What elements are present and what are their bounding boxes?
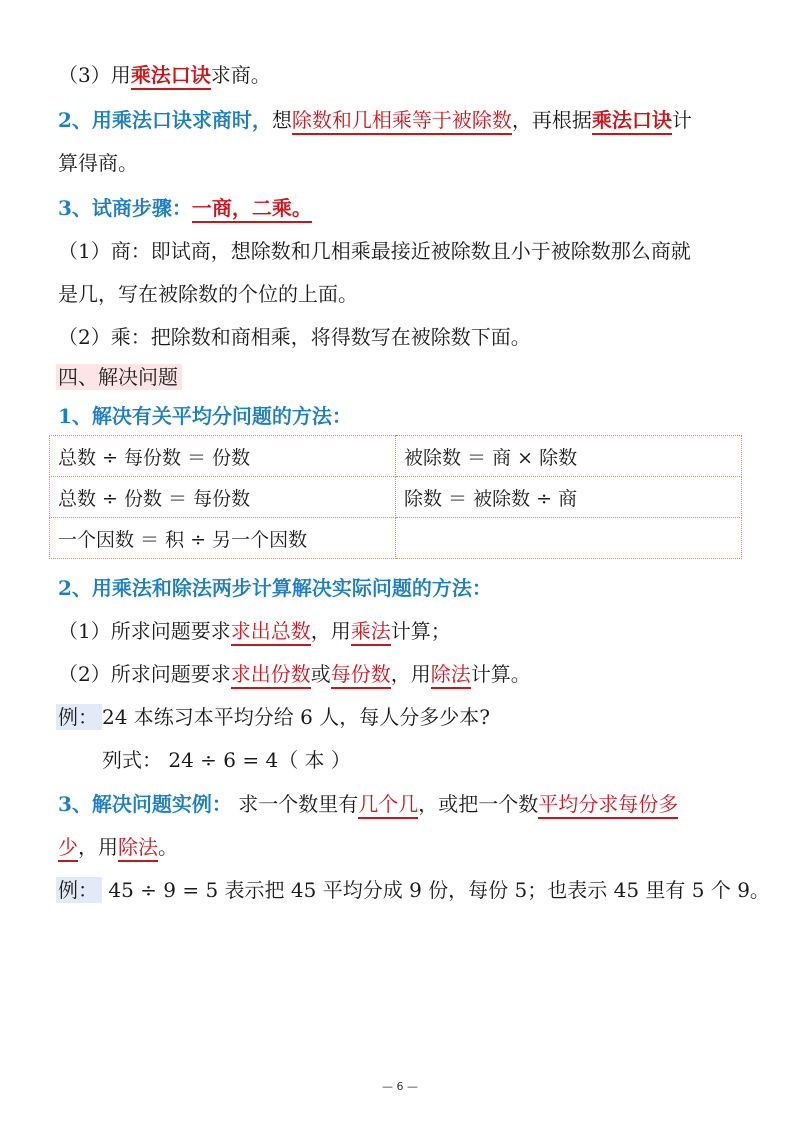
text: （2）乘：把除数和商相乘，将得数写在被除数下面。 — [58, 325, 531, 349]
table-cell: 总数 ÷ 每份数 ＝ 份数 — [50, 436, 396, 477]
text: 算得商。 — [58, 151, 138, 175]
emphasis-text: 几个几 — [358, 792, 418, 819]
line-method-2-b — [58, 659, 750, 689]
emphasis-text: 平均分求每份多 — [538, 792, 678, 819]
table-cell: 总数 ÷ 份数 ＝ 每份数 — [50, 477, 396, 518]
line-method-2-a — [58, 616, 750, 646]
example-label: 例： — [56, 704, 102, 730]
text: 。 — [158, 835, 178, 859]
formula-table — [49, 435, 742, 559]
text: ，用 — [78, 835, 118, 859]
text: ，用 — [390, 662, 431, 686]
text: 计算。 — [470, 662, 531, 686]
line-rule-3 — [58, 193, 750, 223]
text: ，用 — [310, 619, 351, 643]
line-method-3-cont — [58, 832, 750, 862]
emphasis-text: 少 — [58, 835, 78, 862]
line-step-1-cont — [58, 279, 750, 309]
emphasis-text: 除数和几相乘等于被除数 — [292, 108, 512, 135]
text: 24 本练习本平均分给 6 人，每人分多少本? — [102, 705, 490, 729]
line-step-1 — [58, 236, 750, 266]
line-method-1 — [58, 401, 750, 431]
text: 或 — [310, 662, 331, 686]
table-row — [50, 477, 742, 518]
table-cell: 被除数 ＝ 商 × 除数 — [396, 436, 742, 477]
text: 列式： 24 ÷ 6 = 4（ 本 ） — [102, 748, 351, 772]
emphasis-text: 一商，二乘。 — [192, 196, 312, 223]
line-step-3 — [58, 60, 750, 90]
section-heading: 3、试商步骤： — [58, 196, 192, 220]
line-method-2 — [58, 573, 750, 603]
text: 想 — [271, 108, 292, 132]
text: （2）所求问题要求 — [58, 662, 231, 686]
table-row — [50, 436, 742, 477]
line-rule-2-cont — [58, 148, 750, 178]
section-title: 四、解决问题 — [56, 364, 182, 390]
text: 求商。 — [210, 63, 271, 87]
line-example-2 — [58, 875, 770, 905]
emphasis-text: 乘法 — [351, 619, 391, 646]
line-example-1-formula — [102, 745, 750, 775]
text: 计 — [671, 108, 692, 132]
text: （1）商：即试商，想除数和几相乘最接近被除数且小于被除数那么商就 — [58, 239, 691, 263]
text: （1）所求问题要求 — [58, 619, 231, 643]
table-cell — [396, 518, 742, 559]
text: 求一个数里有 — [231, 792, 359, 816]
emphasis-text: 求出总数 — [231, 619, 311, 646]
emphasis-text: 求出份数 — [231, 662, 311, 689]
line-step-2 — [58, 322, 750, 352]
emphasis-text: 除法 — [431, 662, 471, 689]
text: （3）用 — [58, 63, 131, 87]
table-cell: 除数 ＝ 被除数 ÷ 商 — [396, 477, 742, 518]
text: 计算； — [390, 619, 451, 643]
line-rule-2 — [58, 105, 750, 135]
emphasis-text: 除法 — [118, 835, 158, 862]
emphasis-text: 乘法口诀 — [131, 63, 211, 90]
line-method-3 — [58, 789, 750, 819]
text: ，或把一个数 — [418, 792, 539, 816]
line-example-1 — [58, 702, 750, 732]
emphasis-text: 乘法口诀 — [592, 108, 672, 135]
section-heading: 2、用乘法口诀求商时， — [58, 108, 272, 132]
text: 45 ÷ 9 = 5 表示把 45 平均分成 9 份，每份 5；也表示 45 里有 5 个 9。 — [102, 878, 770, 902]
table-row — [50, 518, 742, 559]
text: ，再根据 — [511, 108, 592, 132]
section-heading: 3、解决问题实例： — [58, 792, 232, 816]
section-heading: 2、用乘法和除法两步计算解决实际问题的方法： — [58, 576, 492, 600]
page-number: — 6 — — [382, 1080, 418, 1093]
example-label: 例： — [56, 877, 102, 903]
emphasis-text: 每份数 — [331, 662, 391, 689]
section-heading: 1、解决有关平均分问题的方法： — [58, 404, 352, 428]
text: 是几，写在被除数的个位的上面。 — [58, 282, 358, 306]
table-cell: 一个因数 ＝ 积 ÷ 另一个因数 — [50, 518, 396, 559]
line-section-4 — [58, 362, 750, 392]
